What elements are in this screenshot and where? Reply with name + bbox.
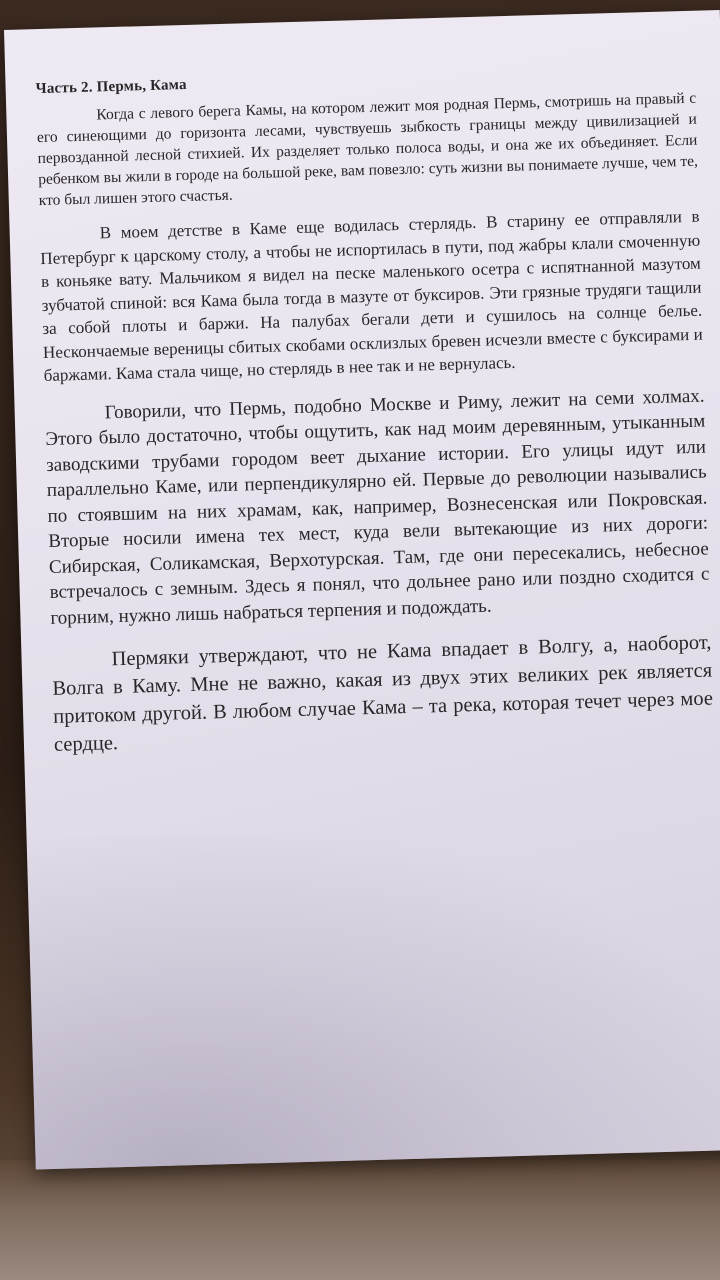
table-surface xyxy=(0,1160,720,1280)
document-heading: Часть 2. Пермь, Кама xyxy=(35,76,187,98)
paragraph-4: Пермяки утверждают, что не Кама впадает в Волгу, а, наоборот, Волга в Каму. Мне не важно, какая из двух этих великих рек является притоком другой. В любом случае Кама – та река, которая течет через мое сердце. xyxy=(52,631,714,756)
paragraph-1: Когда с левого берега Камы, на котором лежит моя родная Пермь, смотришь на правый с его синеющими до горизонта лесами, чувствуешь зыбкость границы между цивилизацией и первозданной лесной стихией. Их разделяет только полоса воды, и она же их объединяет. Если ребенком вы жили в городе на большой реке, вам повезло: суть жизни вы понимаете лучше, чем те, кто был лишен этого счастья. xyxy=(36,89,699,210)
paragraph-2: В моем детстве в Каме еще водилась стерлядь. В старину ее отправляли в Петербург к царскому столу, а чтобы не испортилась в пути, под жабры клали смоченную в коньяке вату. Мальчиком я видел на песке маленького осетра с испятнанной мазутом зубчатой спиной: вся Кама была тогда в мазуте от буксиров. Эти грязные трудяги тащили за собой плоты и баржи. На палубах бегали дети и сушилось на солнце белье. Нескончаемые вереницы сбитых скобами осклизлых бревен исчезли вместе с буксирами и баржами. Кама стала чище, но стерлядь в нее так и не вернулась. xyxy=(40,206,704,386)
paper-sheet xyxy=(4,10,720,1170)
paragraph-3: Говорили, что Пермь, подобно Москве и Риму, лежит на семи холмах. Этого было достаточно, чтобы ощутить, как над моим деревянным, утыканным заводскими трубами городом веет дыхание истории. Его улицы идут или параллельно Каме, или перпендикулярно ей. Первые до революции назывались по стоявшим на них храмам, как, например, Вознесенская или Покровская. Вторые носили имена тех мест, куда вели вытекающие из них дороги: Сибирская, Соликамская, Верхотурская. Там, где они пересекались, небесное встречалось с земным. Здесь я понял, что дольнее рано или поздно сходится с горним, нужно лишь набраться терпения и подождать. xyxy=(45,385,710,629)
document-body xyxy=(35,63,714,759)
